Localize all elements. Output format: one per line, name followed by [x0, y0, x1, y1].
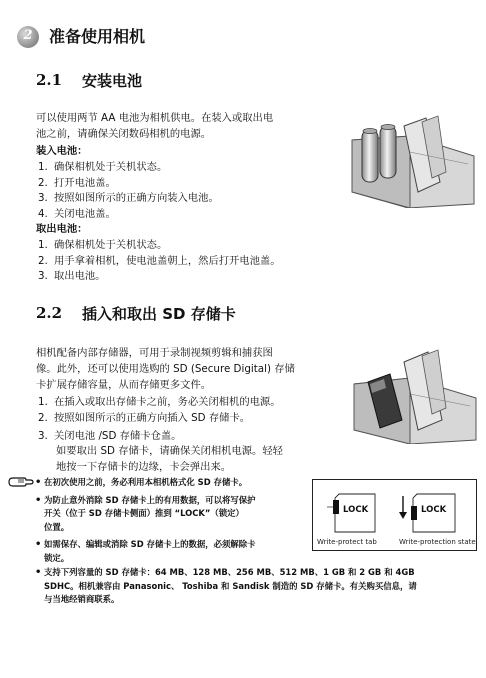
list-item: [38, 238, 281, 254]
remove-heading: 取出电池：: [36, 223, 88, 235]
note-text: SDHC。相机兼容由 Panasonic、 Toshiba 和 Sandisk 制造的 SD 存储卡。有关购买信息，请: [44, 580, 417, 591]
write-protect-figure: [312, 479, 477, 551]
step-number: 3.: [38, 192, 48, 204]
step-number: 2.: [38, 254, 48, 267]
note-text: 与当地经销商联系。: [44, 594, 120, 604]
step-text: 确保相机处于关机状态。: [54, 239, 168, 251]
lock-label-right: LOCK: [421, 505, 447, 515]
note-text: 开关（位于 SD 存储卡侧面）推到 “LOCK”（锁定）: [44, 508, 244, 518]
list-item: [36, 476, 306, 490]
step-number: 1.: [38, 161, 48, 173]
list-item: [38, 411, 281, 427]
list-item: [36, 538, 306, 565]
intro-line: 相机配备内部存储器，可用于录制视频剪辑和捕获图: [36, 347, 273, 359]
step-number: 2.: [38, 176, 48, 189]
step-number: 3.: [38, 270, 48, 282]
note-line: 如要取出 SD 存储卡，请确保关闭相机电源。轻轻: [56, 445, 283, 457]
list-item: [36, 566, 476, 607]
section-number: 2.1: [36, 71, 63, 89]
lock-label-left: LOCK: [343, 505, 369, 515]
note-text: 位置。: [44, 521, 70, 532]
list-item: [36, 494, 306, 535]
step-text: 按照如图所示的正确方向装入电池。: [54, 192, 219, 204]
sd-steps: [38, 395, 281, 445]
list-item: [38, 254, 281, 270]
chapter-number: 2: [23, 28, 33, 43]
section-intro: [36, 110, 273, 142]
list-item: [38, 160, 219, 176]
step-text: 用手拿着相机，使电池盖朝上，然后打开电池盖。: [54, 254, 281, 267]
note-text: • 为防止意外消除 SD 存储卡上的有用数据，可以将写保护: [44, 494, 256, 505]
list-item: [38, 176, 219, 192]
note-hand-icon: [8, 475, 34, 489]
step-text: 在插入或取出存储卡之前，务必关闭相机的电源。: [54, 396, 281, 408]
step-text: 关闭电池 /SD 存储卡仓盖。: [54, 430, 182, 442]
note-text: • 如需保存、编辑或消除 SD 存储卡上的数据，必须解除卡: [44, 539, 256, 549]
section-number: 2.2: [36, 304, 63, 322]
battery-illustration: [348, 112, 476, 208]
caption-write-protection-state: Write-protection state: [399, 538, 476, 546]
list-item: [38, 395, 281, 411]
sd-remove-note: [56, 443, 283, 475]
section-title: 安装电池: [82, 72, 143, 90]
note-line: 地按一下存储卡的边缘，卡会弹出来。: [56, 461, 232, 473]
step-number: 4.: [38, 207, 48, 220]
remove-steps: [38, 238, 281, 285]
list-item: [38, 269, 281, 285]
step-number: 1.: [38, 239, 48, 251]
step-number: 3.: [38, 430, 48, 442]
step-number: 2.: [38, 411, 48, 424]
step-number: 1.: [38, 396, 48, 408]
list-item: [38, 207, 219, 223]
note-text: • 支持下列容量的 SD 存储卡：64 MB、128 MB、256 MB、512 MB、1 GB 和 2 GB 和 4GB: [44, 567, 415, 577]
sd-card-illustration: [350, 346, 478, 444]
step-text: 取出电池。: [54, 270, 106, 282]
intro-line: 池之前，请确保关闭数码相机的电源。: [36, 128, 212, 140]
intro-line: 像。此外，还可以使用选购的 SD (Secure Digital) 存储: [36, 363, 295, 375]
install-heading: 装入电池：: [36, 145, 88, 157]
install-steps: [38, 160, 219, 222]
notes-list-wide: [36, 566, 476, 607]
step-text: 关闭电池盖。: [54, 207, 116, 220]
note-text: 锁定。: [44, 552, 70, 563]
chapter-title: 准备使用相机: [49, 27, 146, 46]
note-text: 在初次使用之前，务必利用本相机格式化 SD 存储卡。: [44, 477, 248, 487]
intro-line: 卡扩展存储容量，从而存储更多文件。: [36, 379, 212, 391]
step-text: 按照如图所示的正确方向插入 SD 存储卡。: [54, 411, 251, 424]
notes-list: [36, 476, 306, 565]
section-title: 插入和取出 SD 存储卡: [82, 305, 236, 323]
intro-line: 可以使用两节 AA 电池为相机供电。在装入或取出电: [36, 112, 274, 124]
step-text: 打开电池盖。: [54, 176, 116, 189]
caption-write-protect-tab: Write-protect tab: [317, 538, 377, 546]
section-intro: [36, 345, 295, 393]
list-item: [38, 191, 219, 207]
step-text: 确保相机处于关机状态。: [54, 161, 168, 173]
